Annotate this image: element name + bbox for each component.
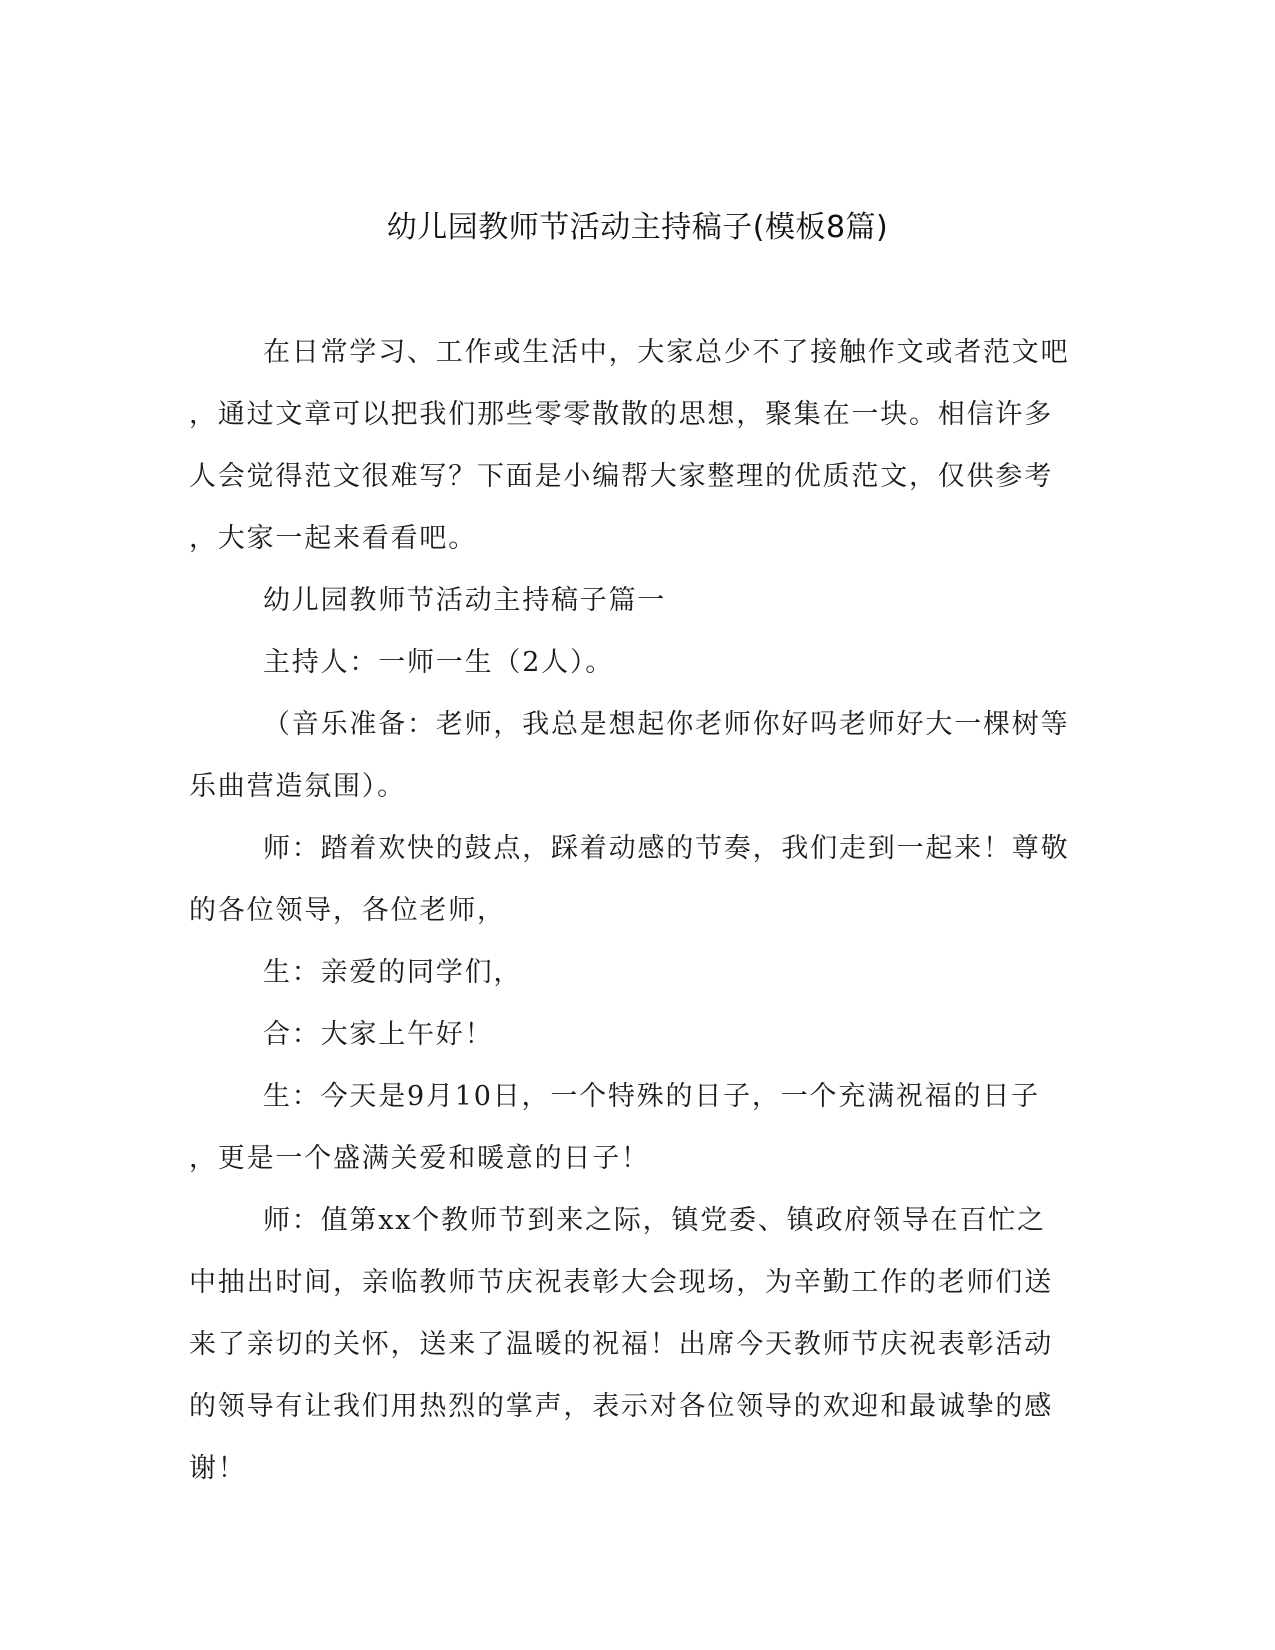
body-line: 谢！ [189, 1453, 247, 1484]
body-line: 合：大家上午好！ [263, 1019, 494, 1050]
body-line: 乐曲营造氛围）。 [189, 771, 406, 802]
document-body [189, 322, 1077, 1500]
body-line: 人会觉得范文很难写？下面是小编帮大家整理的优质范文，仅供参考 [189, 461, 1053, 492]
body-line: 来了亲切的关怀，送来了温暖的祝福！出席今天教师节庆祝表彰活动 [189, 1329, 1053, 1360]
body-line: 师：踏着欢快的鼓点，踩着动感的节奏，我们走到一起来！尊敬 [263, 833, 1070, 864]
body-line: 在日常学习、工作或生活中，大家总少不了接触作文或者范文吧 [263, 337, 1070, 368]
section-heading: 幼儿园教师节活动主持稿子篇一 [263, 585, 667, 616]
body-line: 生：今天是9月10日，一个特殊的日子，一个充满祝福的日子 [263, 1081, 1040, 1112]
body-line: 中抽出时间，亲临教师节庆祝表彰大会现场，为辛勤工作的老师们送 [189, 1267, 1053, 1298]
document-title: 幼儿园教师节活动主持稿子(模板8篇) [386, 210, 889, 245]
body-line: 生：亲爱的同学们， [263, 957, 523, 988]
body-line: ，通过文章可以把我们那些零零散散的思想，聚集在一块。相信许多 [189, 399, 1053, 430]
body-line: （音乐准备：老师，我总是想起你老师你好吗老师好大一棵树等 [263, 709, 1070, 740]
body-line: ，大家一起来看看吧。 [189, 523, 477, 554]
body-line: 的领导有让我们用热烈的掌声，表示对各位领导的欢迎和最诚挚的感 [189, 1391, 1053, 1422]
body-line: ，更是一个盛满关爱和暖意的日子！ [189, 1143, 650, 1174]
body-line: 的各位领导，各位老师， [189, 895, 506, 926]
body-line: 主持人：一师一生（2人）。 [263, 647, 615, 678]
body-line: 师：值第xx个教师节到来之际，镇党委、镇政府领导在百忙之 [263, 1205, 1046, 1236]
